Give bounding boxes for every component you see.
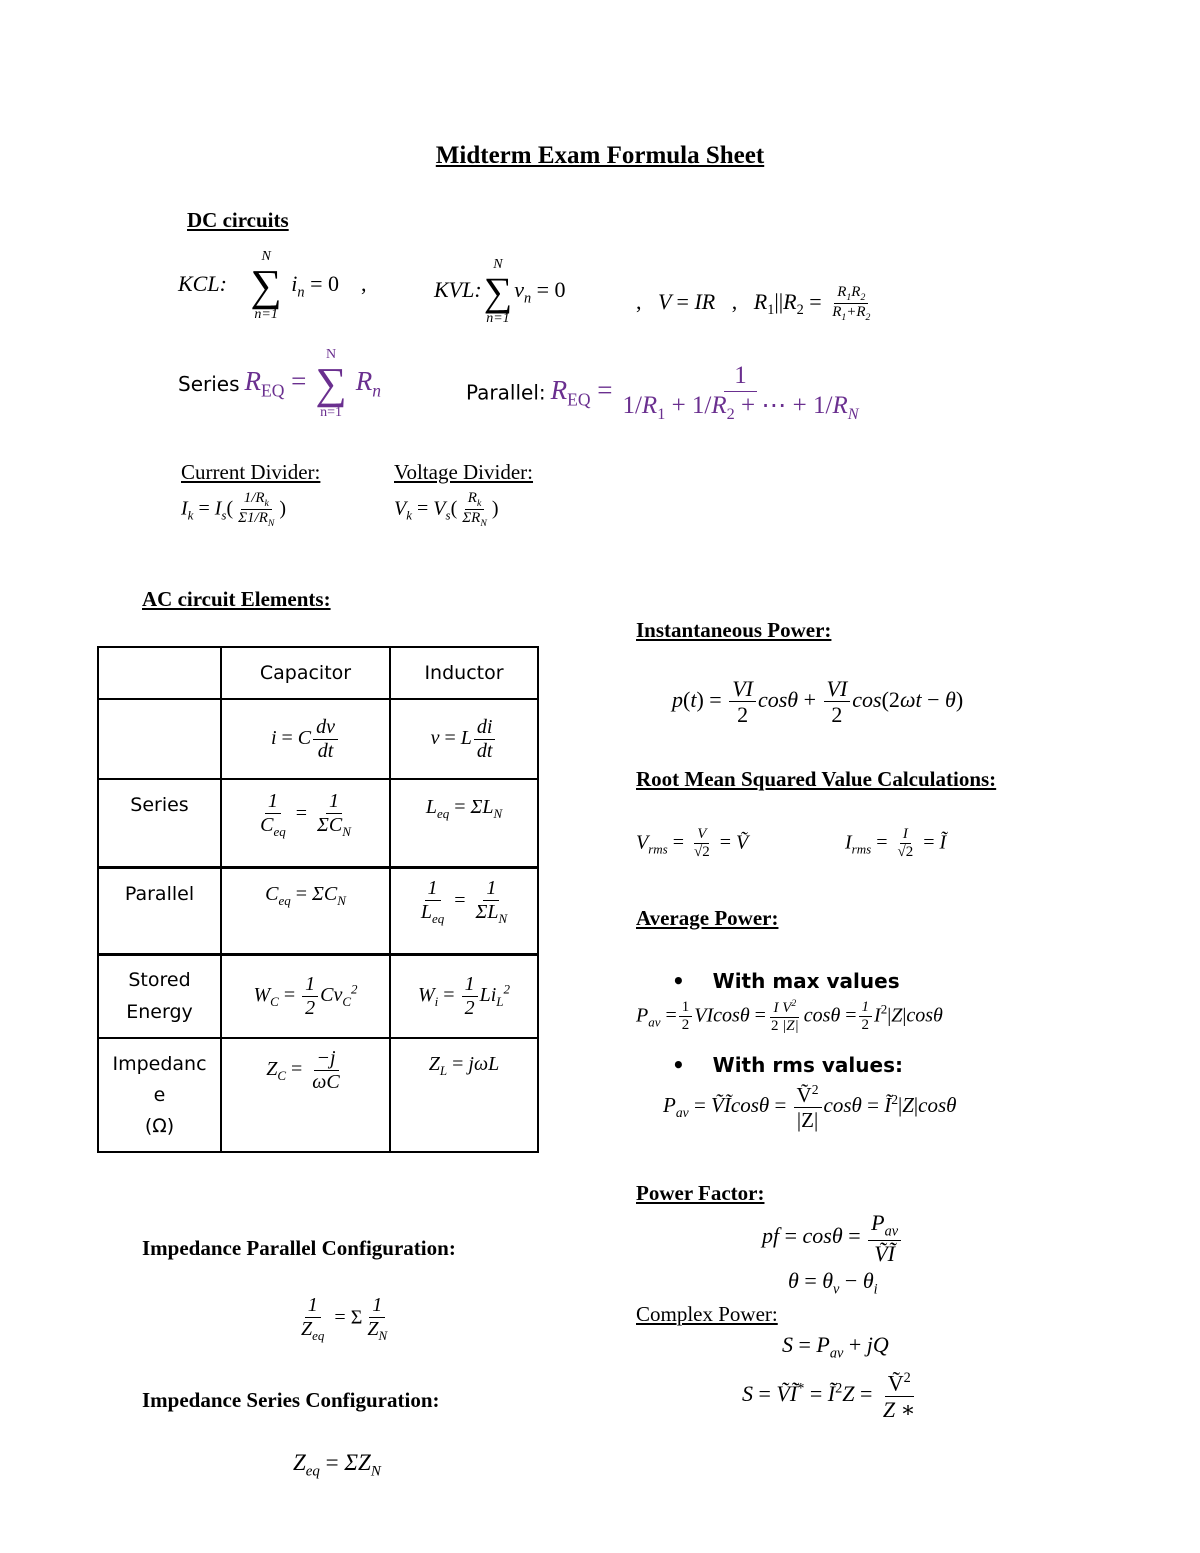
bullet-max-values: • With max values xyxy=(672,969,900,993)
page-title: Midterm Exam Formula Sheet xyxy=(435,142,765,169)
capacitor-impedance-formula: $Z_C$ = $\frac{-j}{\omega C}$ xyxy=(221,1038,390,1152)
capacitor-header: Capacitor xyxy=(221,647,390,699)
capacitor-series-formula: $\frac{1}{C_{eq}}$ = $\frac{1}{\Sigma C_N}$ xyxy=(221,779,390,867)
with-rms-label: With rms values: xyxy=(712,1053,903,1077)
ac-elements-table xyxy=(97,646,539,1153)
inductor-energy-formula: $W_i$ = $\frac{1}{2}$ $Li_L^2$ xyxy=(390,954,538,1038)
dc-heading: DC circuits xyxy=(187,208,289,232)
ohms-law: , V = IR , $R_1||R_2$ = $\frac{R_1R_2}{R_1+R_2}$ xyxy=(636,284,871,324)
capacitor-energy-formula: $W_C$ = $\frac{1}{2}$ $Cv_C^2$ xyxy=(221,954,390,1038)
voltage-divider-heading: Voltage Divider: xyxy=(394,460,534,484)
power-factor-formula: pf = cosθ = $\frac{P_{av}}{\text{ṼĨ}}$ xyxy=(762,1210,903,1266)
capacitor-parallel-formula: $C_{eq} = \Sigma C_N$ xyxy=(221,867,390,954)
inductor-voltage-formula: v = L $\frac{di}{dt}$ xyxy=(390,699,538,779)
current-divider-heading: Current Divider: xyxy=(181,460,321,484)
instantaneous-power-formula: p(t) = $\frac{VI}{2}$ cosθ + $\frac{VI}{2}$ cos(2ωt − θ) xyxy=(672,676,964,728)
parallel-row-label: Parallel xyxy=(98,867,221,954)
impedance-series-formula: $Z_{eq} = \Sigma Z_N$ xyxy=(293,1450,381,1480)
ac-heading: AC circuit Elements: xyxy=(142,587,331,611)
table-corner-cell xyxy=(98,647,221,699)
inductor-parallel-formula: $\frac{1}{L_{eq}}$ = $\frac{1}{\Sigma L_N}$ xyxy=(390,867,538,954)
series-resistance: Series $R_{EQ}$ = N ∑ n=1 $R_n$ xyxy=(178,347,382,420)
rms-heading: Root Mean Squared Value Calculations: xyxy=(636,767,997,791)
complex-power-heading: Complex Power: xyxy=(636,1302,778,1326)
impedance-parallel-formula: $\frac{1}{Z_{eq}}$ = Σ $\frac{1}{Z_N}$ xyxy=(301,1294,388,1343)
impedance-row-label: Impedanc e (Ω) xyxy=(98,1038,221,1152)
complex-power-formula-1: $S = P_{av}$ + jQ xyxy=(782,1332,889,1362)
inductor-series-formula: $L_{eq} = \Sigma L_N$ xyxy=(390,779,538,867)
kcl-formula: KCL: N ∑ n=1 $i_n = 0$ , xyxy=(178,249,367,322)
instantaneous-power-heading: Instantaneous Power: xyxy=(636,618,832,642)
parallel-resistance: Parallel: $R_{EQ}$ = $\frac{1}{1/R_1 + 1/R_2 + \cdots + 1/R_N}$ xyxy=(466,362,859,423)
series-row-label: Series xyxy=(98,779,221,867)
with-max-label: With max values xyxy=(712,969,900,993)
voltage-divider-formula: $V_k = V_s$( $\frac{R_k}{\Sigma R_N}$ ) xyxy=(394,490,499,530)
relation-row-label xyxy=(98,699,221,779)
kvl-label: KVL: xyxy=(434,277,482,303)
parallel-label: Parallel: xyxy=(466,380,546,405)
bullet-rms-values: • With rms values: xyxy=(672,1053,903,1077)
rms-voltage-formula: $V_{rms}$ = $\frac{V}{√2}$ = Ṽ xyxy=(636,826,749,861)
phase-angle-formula: $\theta = \theta_v - \theta_i$ xyxy=(788,1268,878,1298)
rms-current-formula: $I_{rms}$ = $\frac{I}{√2}$ = Ĩ xyxy=(845,826,947,861)
impedance-parallel-heading: Impedance Parallel Configuration: xyxy=(142,1236,456,1260)
kvl-formula: KVL: N ∑ n=1 $v_n = 0$ xyxy=(434,257,566,326)
impedance-series-heading: Impedance Series Configuration: xyxy=(142,1388,440,1412)
inductor-impedance-formula: $Z_L = j\omega L$ xyxy=(390,1038,538,1152)
capacitor-current-formula: i = C $\frac{dv}{dt}$ xyxy=(221,699,390,779)
average-power-heading: Average Power: xyxy=(636,906,779,930)
series-label: Series xyxy=(178,372,240,396)
stored-energy-row-label: Stored Energy xyxy=(98,954,221,1038)
kcl-label: KCL: xyxy=(178,271,227,297)
average-power-max-formula: $P_{av}$ = $\frac{1}{2}$ VIcosθ = $\frac{I V^2}{2 |Z|}$ cosθ = $\frac{1}{2}$ $I^2|Z|\cos\theta$ xyxy=(636,998,943,1035)
power-factor-heading: Power Factor: xyxy=(636,1181,765,1205)
inductor-header: Inductor xyxy=(390,647,538,699)
complex-power-formula-2: S = ṼĨ* = $Ĩ^2Z$ = $\frac{Ṽ^2}{Z ∗}$ xyxy=(742,1370,916,1422)
average-power-rms-formula: $P_{av}$ = ṼĨcosθ = $\frac{Ṽ^2}{|Z|}$ $\cos\theta = Ĩ^2|Z|\cos\theta$ xyxy=(663,1082,957,1133)
current-divider-formula: $I_k = I_s$( $\frac{1/R_k}{\Sigma 1/R_N}$ ) xyxy=(181,490,287,530)
